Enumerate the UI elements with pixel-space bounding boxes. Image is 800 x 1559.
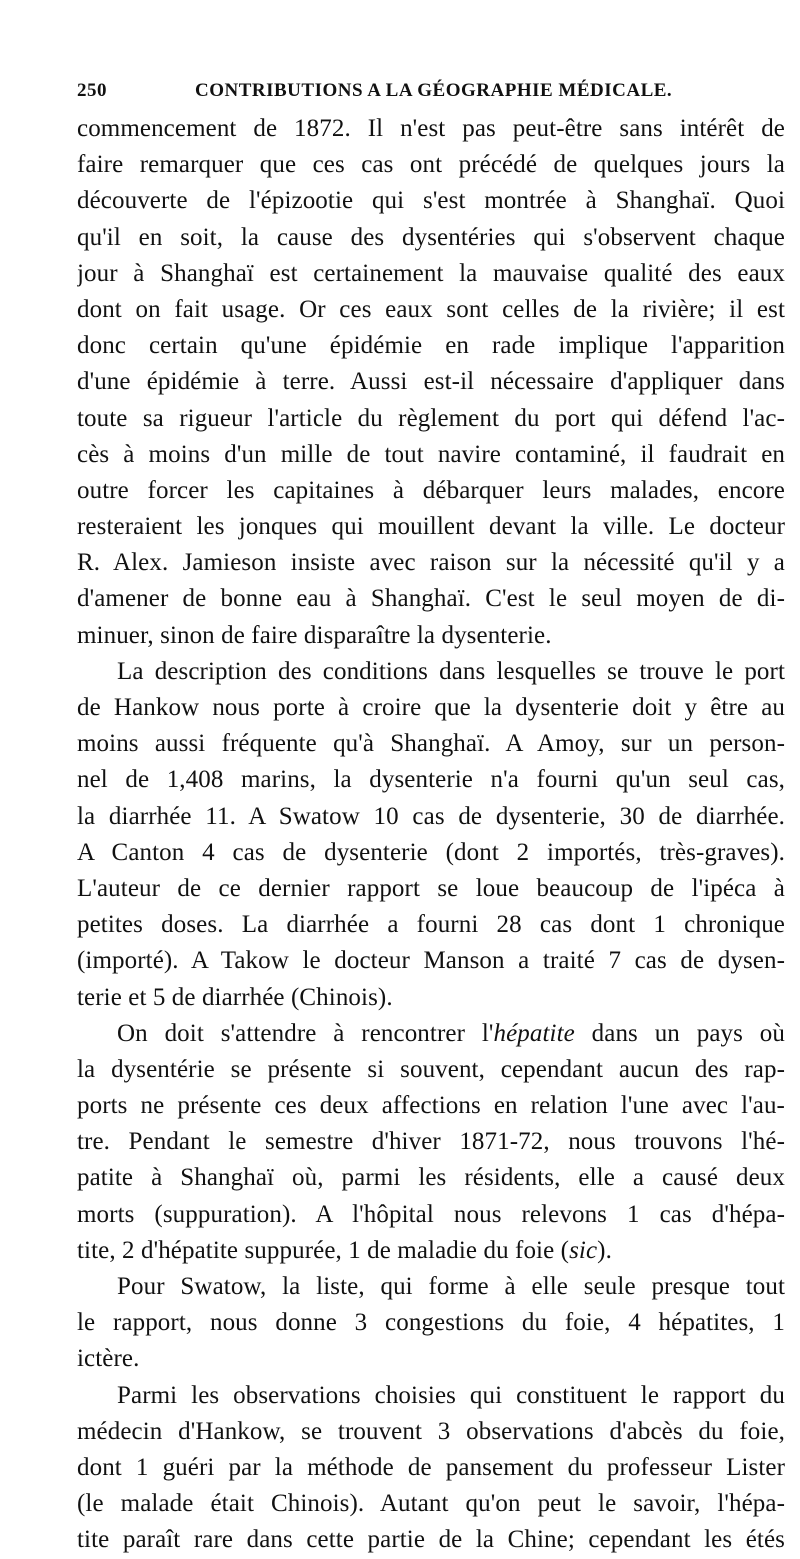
- text-line: [77, 437, 785, 473]
- text-line-content: moins aussi fréquente qu'à Shanghaï. A Amoy, sur un person-: [77, 730, 785, 758]
- text-line-content: d'amener de bonne eau à Shanghaï. C'est le seul moyen de di-: [77, 585, 785, 613]
- text-line-content: médecin d'Hankow, se trouvent 3 observations d'abcès du foie,: [77, 1417, 785, 1445]
- text-line-content: Pour Swatow, la liste, qui forme à elle seule presque tout: [117, 1273, 785, 1300]
- text-line-content: petites doses. La diarrhée a fourni 28 cas dont 1 chronique: [77, 911, 785, 939]
- text-line: [77, 799, 785, 835]
- running-title: CONTRIBUTIONS A LA GÉOGRAPHIE MÉDICALE.: [195, 80, 673, 101]
- text-line: [77, 726, 785, 762]
- page-number: 250: [77, 80, 107, 101]
- text-line: [77, 581, 785, 617]
- text-line: [77, 1522, 785, 1558]
- text-line-content: R. Alex. Jamieson insiste avec raison sur la nécessité qu'il y a: [77, 549, 785, 577]
- text-line-content: On doit s'attendre à rencontrer l': [117, 1019, 494, 1047]
- text-line: [77, 328, 785, 364]
- text-line-content: La description des conditions dans lesquelles se trouve le port: [117, 657, 785, 685]
- text-line-content: nel de 1,408 marins, la dysenterie n'a fourni qu'un seul cas,: [77, 766, 785, 794]
- text-line-content: ictère.: [77, 1345, 140, 1373]
- text-line: [77, 1378, 785, 1414]
- text-line-content: jour à Shanghaï est certainement la mauvaise qualité des eaux: [77, 259, 785, 287]
- italic-term: sic: [569, 1236, 598, 1264]
- text-line: [77, 292, 785, 328]
- text-line: [77, 1160, 785, 1196]
- text-line: [77, 1016, 785, 1052]
- text-line-content: (importé). A Takow le docteur Manson a traité 7 cas de dysen-: [77, 947, 785, 975]
- text-line: [77, 147, 785, 183]
- text-line-content: dont 1 guéri par la méthode de pansement du professeur Lister: [77, 1453, 785, 1481]
- text-line-content: donc certain qu'une épidémie en rade implique l'apparition: [77, 332, 785, 360]
- text-line: [77, 1341, 785, 1377]
- text-line-content: d'une épidémie à terre. Aussi est-il nécessaire d'appliquer dans: [77, 368, 785, 396]
- text-line-content: (le malade était Chinois). Autant qu'on peut le savoir, l'hépa-: [77, 1490, 785, 1518]
- text-line: [77, 618, 785, 654]
- text-line: [77, 1414, 785, 1450]
- text-line: [77, 762, 785, 798]
- text-line: [77, 1233, 785, 1269]
- text-line-content: tite paraît rare dans cette partie de la Chine; cependant les étés: [77, 1526, 785, 1554]
- text-line: [77, 111, 785, 147]
- text-line-content: Parmi les observations choisies qui constituent le rapport du: [117, 1381, 785, 1409]
- text-line-content: ports ne présente ces deux affections en relation l'une avec l'au-: [77, 1092, 785, 1120]
- text-line: [77, 545, 785, 581]
- text-line: [77, 364, 785, 400]
- text-line-content: outre forcer les capitaines à débarquer leurs malades, encore: [77, 476, 785, 504]
- text-line: [77, 1305, 785, 1341]
- text-line-content: qu'il en soit, la cause des dysentéries qui s'observent chaque: [77, 223, 785, 251]
- page-header: [77, 80, 777, 110]
- text-line: [77, 980, 785, 1016]
- text-line: [77, 473, 785, 509]
- text-line: [77, 256, 785, 292]
- text-line: [77, 654, 785, 690]
- text-line-content: tre. Pendant le semestre d'hiver 1871-72, nous trouvons l'hé-: [77, 1128, 785, 1156]
- text-line: [77, 1052, 785, 1088]
- text-line-content: cès à moins d'un mille de tout navire contaminé, il faudrait en: [77, 440, 785, 468]
- text-line-content: découverte de l'épizootie qui s'est montrée à Shanghaï. Quoi: [77, 187, 785, 215]
- text-line: [77, 1124, 785, 1160]
- text-line-content: dont on fait usage. Or ces eaux sont celles de la rivière; il est: [77, 295, 785, 323]
- body-text: [77, 111, 785, 1559]
- text-line-content: minuer, sinon de faire disparaître la dysenterie.: [77, 621, 552, 649]
- italic-term: hépatite: [493, 1019, 575, 1047]
- text-line: [77, 183, 785, 219]
- text-line-tail: ).: [597, 1236, 612, 1264]
- text-line-content: toute sa rigueur l'article du règlement du port qui défend l'ac-: [77, 404, 785, 432]
- text-line: [77, 690, 785, 726]
- text-line-content: le rapport, nous donne 3 congestions du foie, 4 hépatites, 1: [77, 1309, 785, 1337]
- text-line-content: la diarrhée 11. A Swatow 10 cas de dysenterie, 30 de diarrhée.: [77, 802, 785, 830]
- text-line: [77, 1269, 785, 1305]
- text-line: [77, 1088, 785, 1124]
- text-line: [77, 1486, 785, 1522]
- text-line: [77, 907, 785, 943]
- text-line: [77, 509, 785, 545]
- text-line: [77, 943, 785, 979]
- text-line-content: A Canton 4 cas de dysenterie (dont 2 importés, très-graves).: [77, 838, 785, 866]
- text-line-content: morts (suppuration). A l'hôpital nous relevons 1 cas d'hépa-: [77, 1200, 785, 1228]
- text-line: [77, 220, 785, 256]
- text-line: [77, 1197, 785, 1233]
- text-line: [77, 871, 785, 907]
- text-line-content: faire remarquer que ces cas ont précédé de quelques jours la: [77, 151, 785, 179]
- text-line-content: patite à Shanghaï où, parmi les résidents, elle a causé deux: [77, 1164, 785, 1192]
- text-line-content: tite, 2 d'hépatite suppurée, 1 de maladie du foie (: [77, 1236, 570, 1264]
- text-line: [77, 835, 785, 871]
- text-line: [77, 401, 785, 437]
- text-line-content: de Hankow nous porte à croire que la dysenterie doit y être au: [77, 694, 785, 721]
- text-line-content: la dysentérie se présente si souvent, cependant aucun des rap-: [77, 1055, 785, 1083]
- text-line-content: commencement de 1872. Il n'est pas peut-être sans intérêt de: [77, 115, 785, 142]
- text-line-content: resteraient les jonques qui mouillent devant la ville. Le docteur: [77, 513, 785, 541]
- text-line-tail: dans un pays où: [574, 1019, 785, 1047]
- text-line-content: terie et 5 de diarrhée (Chinois).: [77, 983, 393, 1011]
- text-line: [77, 1450, 785, 1486]
- text-line-content: L'auteur de ce dernier rapport se loue beaucoup de l'ipéca à: [77, 874, 785, 902]
